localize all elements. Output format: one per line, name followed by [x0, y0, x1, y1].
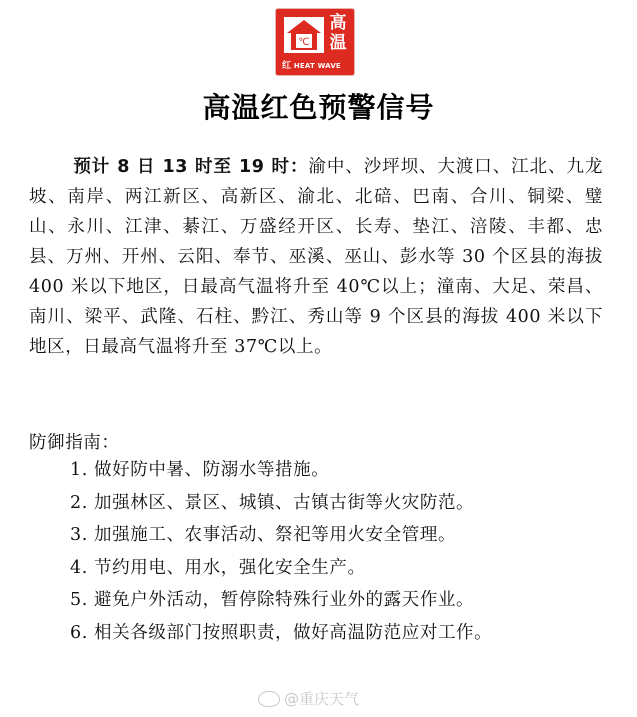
guide-item: 6. 相关各级部门按照职责，做好高温防范应对工作。 [70, 622, 493, 643]
watermark [258, 688, 359, 709]
guide-item: 2. 加强林区、景区、城镇、古镇古街等火灾防范。 [70, 492, 475, 513]
forecast-lead: 预计 8 日 13 时至 19 时： [73, 157, 309, 177]
heat-wave-warning-logo [276, 9, 354, 75]
logo-level: 红 [282, 61, 292, 71]
house-thermometer-icon [284, 17, 324, 53]
weibo-icon [258, 691, 280, 707]
logo-english: HEAT WAVE [293, 62, 341, 70]
forecast-text: 渝中、沙坪坝、大渡口、江北、九龙坡、南岸、两江新区、高新区、渝北、北碚、巴南、合川、铜梁、璧山、永川、江津、綦江、万盛经开区、长寿、垫江、涪陵、丰都、忠县、万州、开州、云阳、奉节、巫溪、巫山、彭水等 30 个区县的海拔 400 米以下地区，日最高气温将升至 40℃以上；潼南、大足、荣昌、南川、梁平、武隆、石柱、黔江、秀山等 9 个区县的海拔 400 米以下地区，日最高气温将升至 37℃以上。 [29, 157, 603, 357]
guide-item: 4. 节约用电、用水，强化安全生产。 [70, 557, 366, 578]
logo-symbol: ℃ [298, 37, 310, 48]
page-title: 高温红色预警信号 [202, 91, 435, 124]
guide-item: 3. 加强施工、农事活动、祭祀等用火安全管理。 [70, 525, 457, 545]
forecast-paragraph [29, 152, 603, 362]
guide-list [70, 454, 492, 649]
logo-caption [282, 58, 351, 71]
guide-item: 1. 做好防中暑、防溺水等措施。 [70, 460, 330, 480]
watermark-text: @重庆天气 [284, 690, 360, 708]
logo-word: 高温 [329, 13, 347, 53]
guide-item: 5. 避免户外活动，暂停除特殊行业外的露天作业。 [70, 590, 475, 610]
guide-heading: 防御指南： [29, 433, 120, 453]
